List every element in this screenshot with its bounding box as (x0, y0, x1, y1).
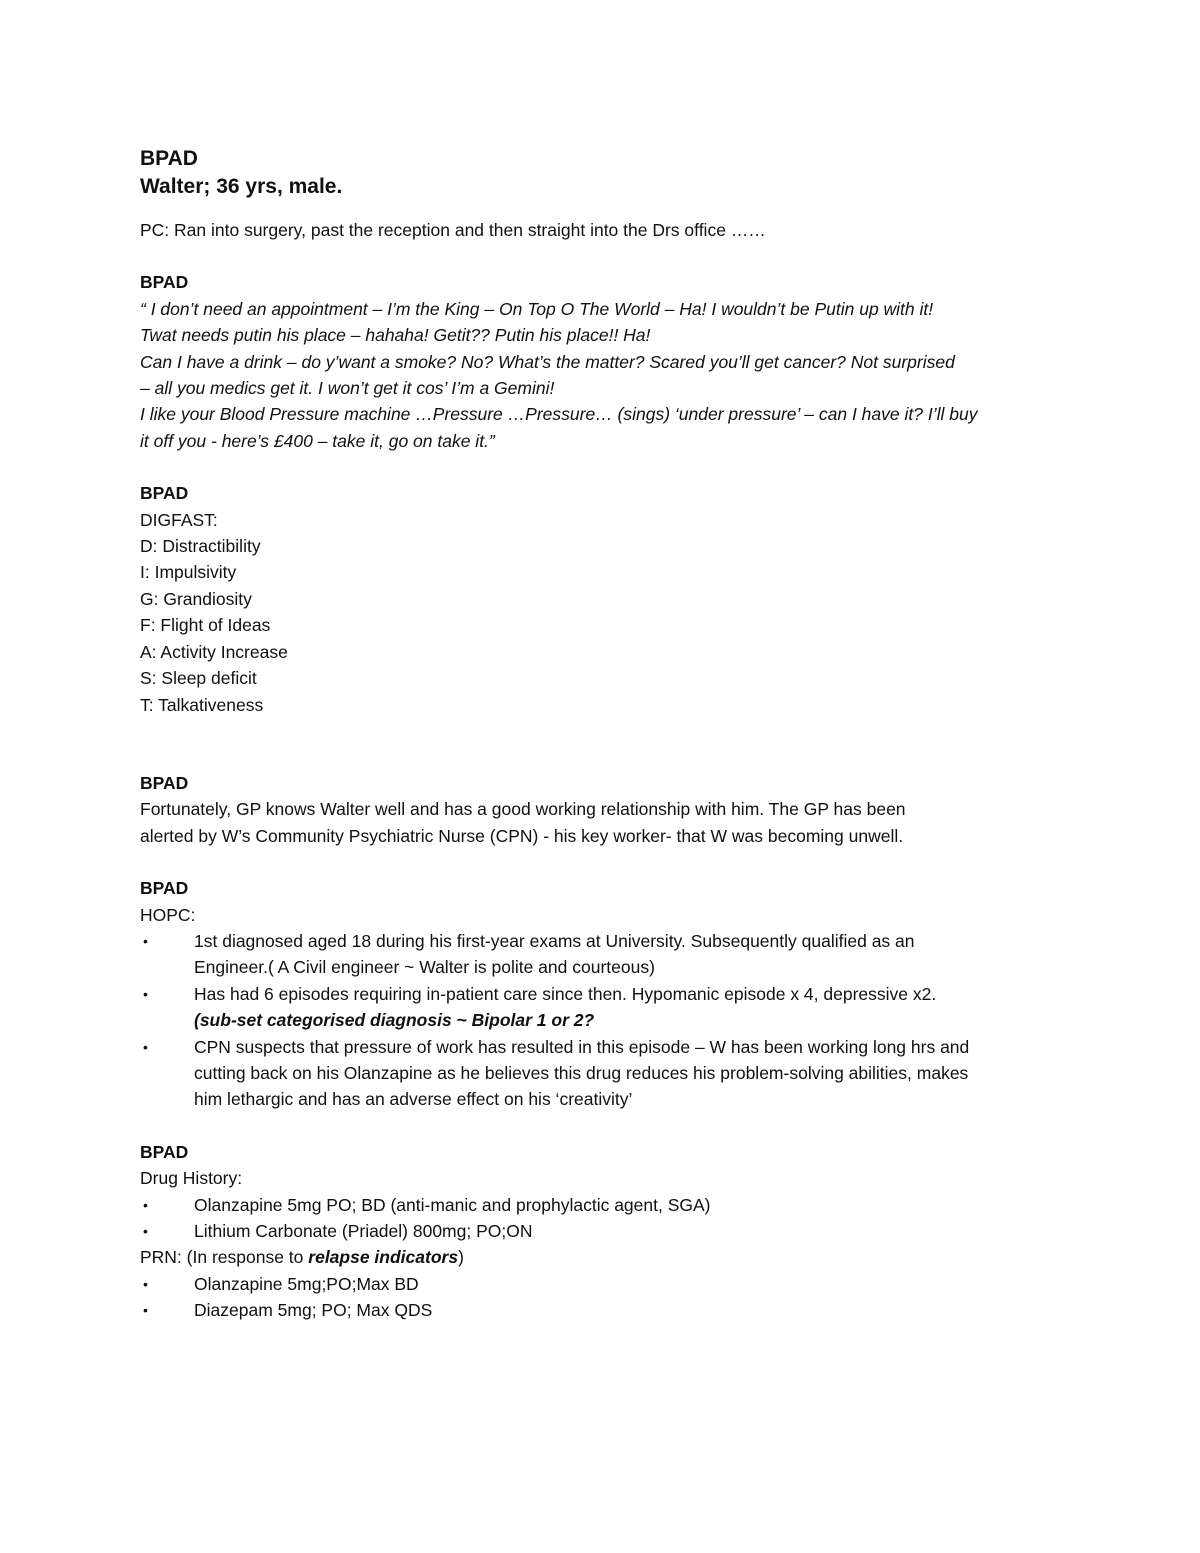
patient-quote (140, 296, 1070, 454)
list-item (140, 1034, 1070, 1113)
drug-entry: Diazepam 5mg; PO; Max QDS (194, 1300, 433, 1321)
drug-history-label: Drug History: (140, 1168, 243, 1189)
bullet-icon: • (143, 1223, 148, 1239)
digfast-item: D: Distractibility (140, 536, 261, 557)
section-heading: BPAD (140, 1141, 189, 1162)
bullet-icon: • (143, 1038, 148, 1055)
hopc-line: him lethargic and has an adverse effect on his ‘creativity’ (194, 1089, 633, 1110)
digfast-section (140, 480, 1070, 718)
bullet-icon: • (143, 1275, 148, 1292)
gp-section (140, 770, 1070, 849)
bullet-icon: • (143, 1196, 148, 1213)
hopc-list (140, 928, 1070, 1113)
hopc-line: CPN suspects that pressure of work has resulted in this episode – W has been working long hrs and (194, 1036, 970, 1057)
quote-section (140, 269, 1070, 454)
prn-label (140, 1244, 1070, 1270)
section-heading: BPAD (140, 483, 189, 504)
list-item (140, 1297, 1070, 1323)
document-title: BPAD (140, 147, 198, 170)
digfast-item: I: Impulsivity (140, 562, 237, 583)
gp-line: Fortunately, GP knows Walter well and has a good working relationship with him. The GP has been (140, 799, 906, 820)
hopc-line: 1st diagnosed aged 18 during his first-year exams at University. Subsequently qualified as an (194, 930, 915, 951)
prn-suffix: ) (458, 1247, 464, 1268)
drug-history-section (140, 1139, 1070, 1324)
hopc-line: Engineer.( A Civil engineer ~ Walter is polite and courteous) (194, 957, 655, 978)
quote-line: “ I don’t need an appointment – I’m the King – On Top O The World – Ha! I wouldn’t be Putin up with it! (140, 298, 934, 319)
bullet-icon: • (143, 1302, 148, 1319)
prn-drug-list (140, 1271, 1070, 1324)
list-item (140, 928, 1070, 981)
hopc-line: Has had 6 episodes requiring in-patient care since then. Hypomanic episode x 4, depressive x2. (194, 983, 937, 1004)
document-page (140, 145, 1070, 1324)
drug-entry: Olanzapine 5mg PO; BD (anti-manic and prophylactic agent, SGA) (194, 1194, 711, 1215)
quote-line: I like your Blood Pressure machine …Pressure …Pressure… (sings) ‘under pressure’ – can I have it? I’ll buy (140, 404, 978, 425)
list-item (140, 1218, 1070, 1244)
drug-entry: Olanzapine 5mg;PO;Max BD (194, 1273, 419, 1294)
prn-prefix: PRN: (In response to (140, 1247, 309, 1268)
patient-summary: Walter; 36 yrs, male. (140, 175, 343, 198)
hopc-line: cutting back on his Olanzapine as he believes this drug reduces his problem-solving abilities, makes (194, 1062, 969, 1083)
digfast-item: G: Grandiosity (140, 588, 252, 609)
digfast-item: A: Activity Increase (140, 641, 288, 662)
section-heading: BPAD (140, 878, 189, 899)
list-item (140, 1192, 1070, 1218)
prn-emphasis: relapse indicators (308, 1247, 459, 1268)
presenting-complaint: PC: Ran into surgery, past the reception and then straight into the Drs office …… (140, 220, 766, 240)
hopc-label: HOPC: (140, 904, 196, 925)
gp-line: alerted by W’s Community Psychiatric Nurse (CPN) - his key worker- that W was becoming unwell. (140, 825, 904, 846)
quote-line: – all you medics get it. I won’t get it cos’ I’m a Gemini! (140, 378, 555, 399)
hopc-emphasis: (sub-set categorised diagnosis ~ Bipolar 1 or 2? (194, 1010, 595, 1031)
list-item (140, 981, 1070, 1034)
digfast-item: S: Sleep deficit (140, 668, 257, 689)
regular-drug-list (140, 1192, 1070, 1245)
digfast-item: F: Flight of Ideas (140, 615, 271, 636)
quote-line: it off you - here’s £400 – take it, go on take it.” (140, 430, 495, 451)
bullet-icon: • (143, 985, 148, 1002)
section-heading: BPAD (140, 272, 189, 293)
digfast-item: T: Talkativeness (140, 694, 264, 715)
quote-line: Twat needs putin his place – hahaha! Getit?? Putin his place!! Ha! (140, 325, 651, 346)
list-item (140, 1271, 1070, 1297)
digfast-label: DIGFAST: (140, 509, 218, 530)
bullet-icon: • (143, 932, 148, 949)
quote-line: Can I have a drink – do y’want a smoke? No? What’s the matter? Scared you’ll get cancer? Not surprised (140, 351, 955, 372)
drug-entry: Lithium Carbonate (Priadel) 800mg; PO;ON (194, 1221, 533, 1241)
hopc-section (140, 875, 1070, 1113)
section-heading: BPAD (140, 772, 189, 793)
